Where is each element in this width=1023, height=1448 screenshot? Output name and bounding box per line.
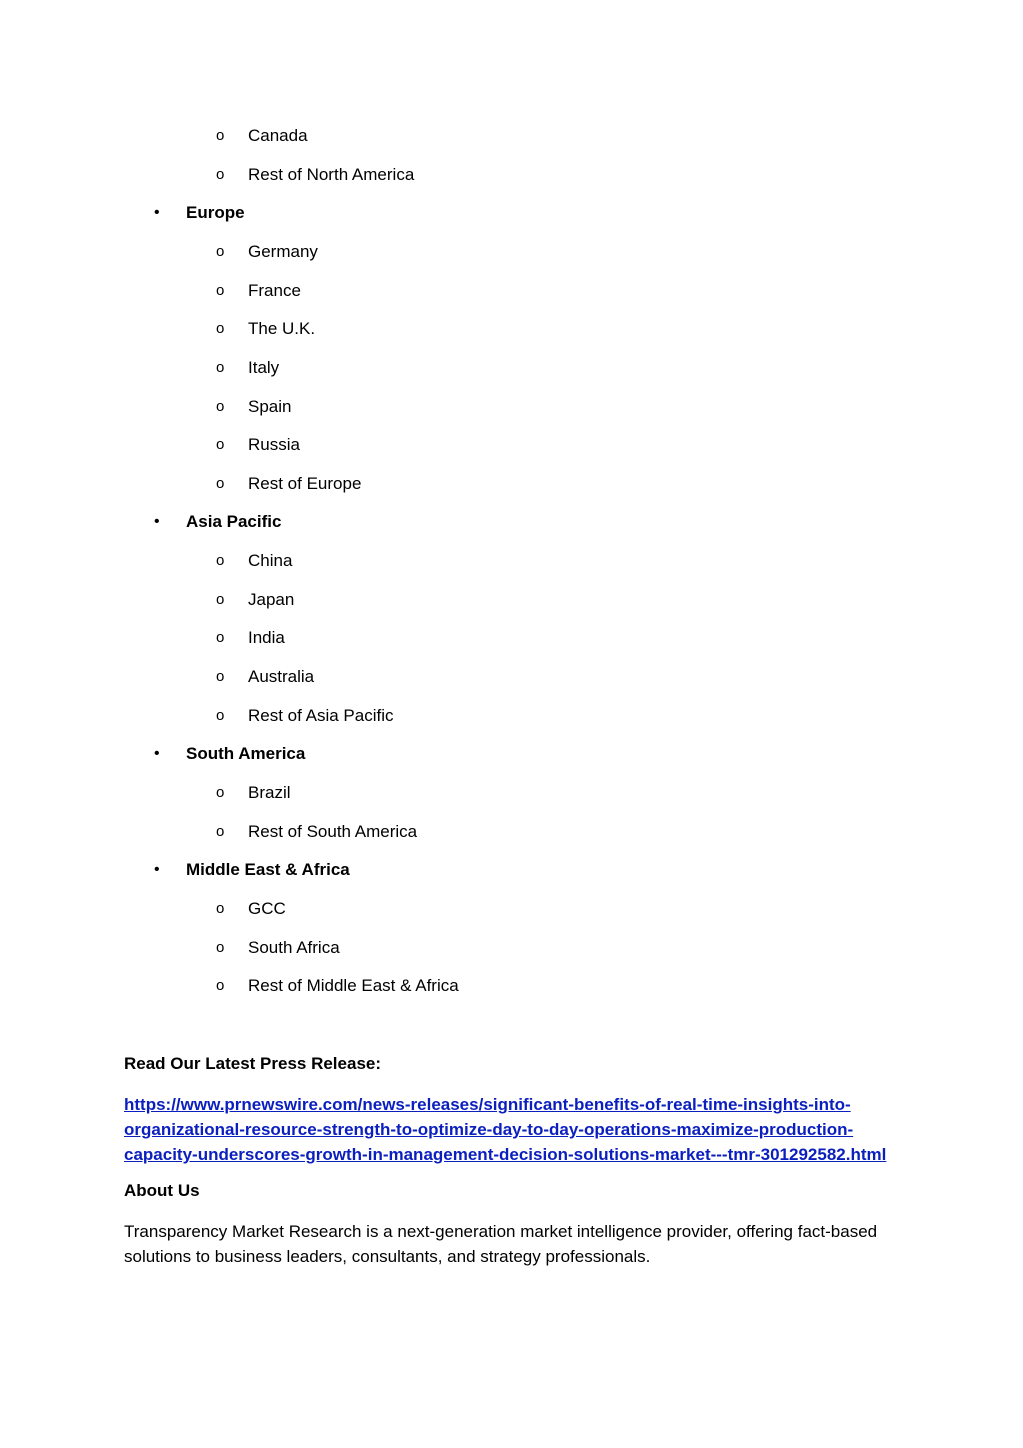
list-item-label: Rest of Middle East & Africa xyxy=(248,976,459,995)
list-item-label: Italy xyxy=(248,358,280,377)
bullet-marker: • xyxy=(154,861,160,878)
sub-bullet-marker: o xyxy=(216,398,225,415)
sub-bullet-marker: o xyxy=(216,900,225,917)
sub-bullet-marker: o xyxy=(216,552,225,569)
sub-bullet-marker: o xyxy=(216,436,225,453)
bullet-marker: • xyxy=(154,204,160,221)
list-item-label: Russia xyxy=(248,435,300,454)
bullet-marker: • xyxy=(154,513,160,530)
list-item-label: Australia xyxy=(248,667,315,686)
sub-bullet-marker: o xyxy=(216,282,225,299)
region-name: South America xyxy=(186,744,306,763)
list-item-label: Rest of Asia Pacific xyxy=(248,706,394,725)
list-item-label: India xyxy=(248,628,285,647)
list-item-label: GCC xyxy=(248,899,286,918)
list-item-label: The U.K. xyxy=(248,319,316,338)
press-release-link-block xyxy=(124,1092,904,1167)
list-item-label: Brazil xyxy=(248,783,291,802)
sub-bullet-marker: o xyxy=(216,784,225,801)
sub-bullet-marker: o xyxy=(216,707,225,724)
sub-bullet-marker: o xyxy=(216,166,225,183)
list-item-label: Spain xyxy=(248,397,292,416)
list-item-label: South Africa xyxy=(248,938,340,957)
list-item-label: China xyxy=(248,551,293,570)
press-release-link[interactable] xyxy=(124,1092,904,1167)
list-item-label: Japan xyxy=(248,590,295,609)
region-name: Middle East & Africa xyxy=(186,860,350,879)
region-name: Asia Pacific xyxy=(186,512,282,531)
sub-bullet-marker: o xyxy=(216,475,225,492)
list-item-label: Germany xyxy=(248,242,318,261)
about-heading: About Us xyxy=(124,1181,200,1200)
sub-bullet-marker: o xyxy=(216,591,225,608)
sub-bullet-marker: o xyxy=(216,823,225,840)
sub-bullet-marker: o xyxy=(216,359,225,376)
press-release-heading: Read Our Latest Press Release: xyxy=(124,1054,382,1073)
sub-bullet-marker: o xyxy=(216,939,225,956)
sub-bullet-marker: o xyxy=(216,629,225,646)
list-item-label: Rest of North America xyxy=(248,165,415,184)
bullet-marker: • xyxy=(154,745,160,762)
press-release-link-line: organizational-resource-strength-to-optimize-day-to-day-operations-maximize-production- xyxy=(124,1120,854,1139)
list-item-label: Rest of Europe xyxy=(248,474,362,493)
sub-bullet-marker: o xyxy=(216,243,225,260)
list-item-label: Rest of South America xyxy=(248,822,418,841)
sub-bullet-marker: o xyxy=(216,668,225,685)
sub-bullet-marker: o xyxy=(216,320,225,337)
list-item-label: France xyxy=(248,281,301,300)
sub-bullet-marker: o xyxy=(216,977,225,994)
sub-bullet-marker: o xyxy=(216,127,225,144)
list-item-label: Canada xyxy=(248,126,308,145)
about-paragraph: Transparency Market Research is a next-generation market intelligence provider, offering fact-based solutions to business leaders, consultants, and strategy professionals. xyxy=(124,1222,878,1266)
region-name: Europe xyxy=(186,203,245,222)
press-release-link-line: https://www.prnewswire.com/news-releases/significant-benefits-of-real-time-insights-into- xyxy=(124,1095,851,1114)
press-release-link-line: capacity-underscores-growth-in-management-decision-solutions-market---tmr-301292582.html xyxy=(124,1145,887,1164)
